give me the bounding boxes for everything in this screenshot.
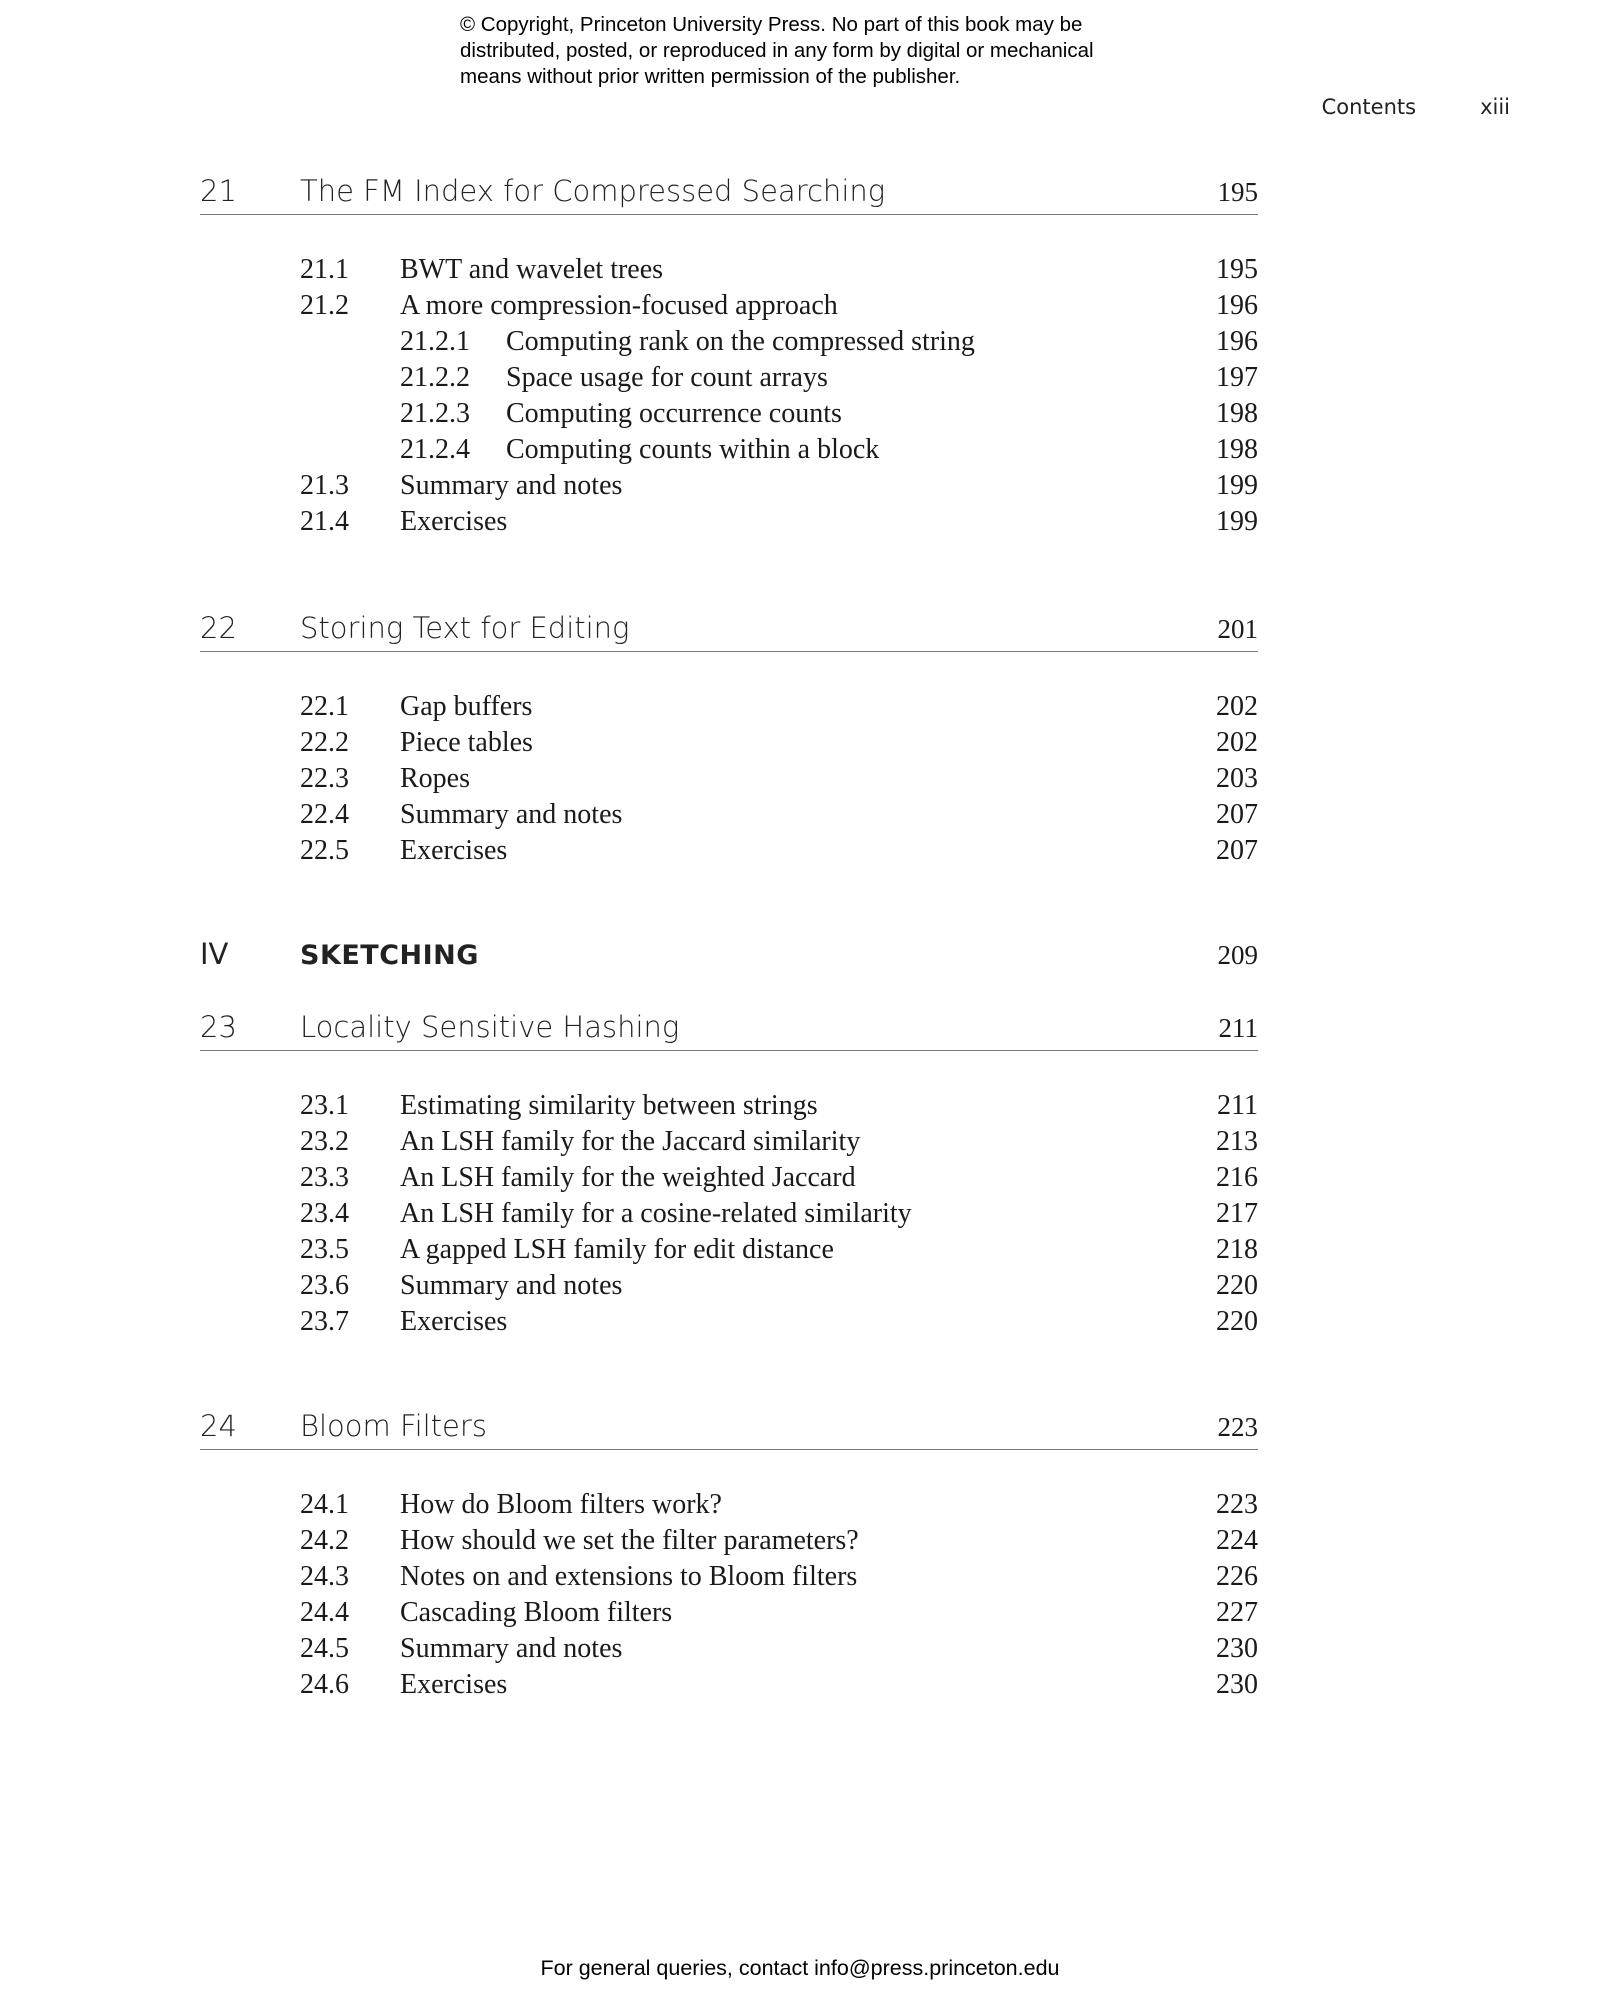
entry-page: 196 <box>1216 326 1258 357</box>
part-page: 209 <box>1217 940 1258 970</box>
chapter-page: 223 <box>1217 1412 1258 1442</box>
chapter-heading-22[interactable] <box>200 611 1258 652</box>
entry-number: 24.1 <box>300 1489 349 1520</box>
entry-number: 22.1 <box>300 691 349 722</box>
chapter-22-entries <box>200 689 1258 869</box>
entry-page: 199 <box>1216 470 1258 501</box>
entry-title: Exercises <box>400 1669 508 1700</box>
entry-page: 198 <box>1216 398 1258 429</box>
entry-number: 21.2.1 <box>400 326 470 357</box>
entry-page: 224 <box>1216 1525 1258 1556</box>
toc-entry[interactable] <box>200 1667 1258 1703</box>
entry-title: Ropes <box>400 763 470 794</box>
running-head-section: Contents <box>1321 95 1417 119</box>
chapter-heading-21[interactable] <box>200 174 1258 215</box>
entry-number: 22.5 <box>300 835 349 866</box>
entry-title: An LSH family for a cosine-related similarity <box>400 1198 912 1229</box>
entry-page: 227 <box>1216 1597 1258 1628</box>
toc-entry[interactable] <box>200 252 1258 288</box>
entry-title: A more compression-focused approach <box>400 290 838 321</box>
entry-number: 21.2.2 <box>400 362 470 393</box>
toc-entry[interactable] <box>200 725 1258 761</box>
entry-title: Summary and notes <box>400 470 623 501</box>
entry-title: Exercises <box>400 835 508 866</box>
toc-entry[interactable] <box>200 1559 1258 1595</box>
copyright-line: distributed, posted, or reproduced in any form by digital or mechanical <box>460 39 1094 62</box>
chapter-page: 195 <box>1217 177 1258 207</box>
entry-page: 202 <box>1216 691 1258 722</box>
entry-number: 21.2.4 <box>400 434 470 465</box>
entry-title: Exercises <box>400 1306 508 1337</box>
toc-entry[interactable] <box>200 1268 1258 1304</box>
entry-number: 23.5 <box>300 1234 349 1265</box>
entry-number: 21.4 <box>300 506 349 537</box>
entry-number: 23.2 <box>300 1126 349 1157</box>
chapter-number: 23 <box>200 1010 237 1044</box>
entry-title: Notes on and extensions to Bloom filters <box>400 1561 858 1592</box>
chapter-title: Bloom Filters <box>300 1409 487 1443</box>
entry-title: BWT and wavelet trees <box>400 254 664 285</box>
entry-title: Summary and notes <box>400 799 623 830</box>
entry-title: Space usage for count arrays <box>506 362 828 393</box>
entry-number: 24.2 <box>300 1525 349 1556</box>
chapter-title: Locality Sensitive Hashing <box>300 1010 680 1044</box>
toc-entry[interactable] <box>200 833 1258 869</box>
entry-title: Computing counts within a block <box>506 434 880 465</box>
entry-page: 218 <box>1216 1234 1258 1265</box>
part-number: IV <box>200 937 229 971</box>
entry-page: 223 <box>1216 1489 1258 1520</box>
entry-page: 226 <box>1216 1561 1258 1592</box>
chapter-heading-24[interactable] <box>200 1409 1258 1450</box>
copyright-notice <box>460 12 1220 90</box>
entry-page: 203 <box>1216 763 1258 794</box>
chapter-page: 211 <box>1218 1013 1258 1043</box>
chapter-number: 21 <box>200 174 237 208</box>
entry-number: 23.7 <box>300 1306 349 1337</box>
toc-subentry[interactable] <box>200 396 1258 432</box>
entry-page: 230 <box>1216 1669 1258 1700</box>
toc-entry[interactable] <box>200 1487 1258 1523</box>
entry-number: 24.5 <box>300 1633 349 1664</box>
entry-title: Piece tables <box>400 727 533 758</box>
entry-page: 211 <box>1217 1090 1258 1121</box>
chapter-heading-23[interactable] <box>200 1010 1258 1051</box>
toc-subentry[interactable] <box>200 324 1258 360</box>
toc-entry[interactable] <box>200 1160 1258 1196</box>
chapter-24-entries <box>200 1487 1258 1703</box>
chapter-page: 201 <box>1217 614 1258 644</box>
entry-page: 230 <box>1216 1633 1258 1664</box>
entry-number: 22.2 <box>300 727 349 758</box>
entry-number: 24.3 <box>300 1561 349 1592</box>
toc-entry[interactable] <box>200 689 1258 725</box>
entry-page: 213 <box>1216 1126 1258 1157</box>
toc-entry[interactable] <box>200 797 1258 833</box>
entry-page: 207 <box>1216 799 1258 830</box>
toc-entry[interactable] <box>200 1232 1258 1268</box>
entry-title: Summary and notes <box>400 1270 623 1301</box>
entry-title: Exercises <box>400 506 508 537</box>
toc-entry[interactable] <box>200 504 1258 540</box>
entry-number: 24.6 <box>300 1669 349 1700</box>
entry-title: A gapped LSH family for edit distance <box>400 1234 834 1265</box>
chapter-23-entries <box>200 1088 1258 1340</box>
part-title: SKETCHING <box>300 940 479 971</box>
entry-page: 220 <box>1216 1270 1258 1301</box>
entry-number: 23.4 <box>300 1198 349 1229</box>
entry-number: 21.2 <box>300 290 349 321</box>
entry-title: Cascading Bloom filters <box>400 1597 673 1628</box>
running-head <box>1322 95 1510 119</box>
toc-entry[interactable] <box>200 468 1258 504</box>
running-head-page-number: xiii <box>1480 95 1510 119</box>
toc-entry[interactable] <box>200 1124 1258 1160</box>
entry-number: 22.4 <box>300 799 349 830</box>
entry-page: 216 <box>1216 1162 1258 1193</box>
entry-number: 24.4 <box>300 1597 349 1628</box>
entry-title: Summary and notes <box>400 1633 623 1664</box>
entry-title: How should we set the filter parameters? <box>400 1525 859 1556</box>
chapter-title: Storing Text for Editing <box>300 611 630 645</box>
entry-title: Computing rank on the compressed string <box>506 326 975 357</box>
entry-page: 195 <box>1216 254 1258 285</box>
entry-page: 207 <box>1216 835 1258 866</box>
toc-entry[interactable] <box>200 761 1258 797</box>
entry-page: 197 <box>1216 362 1258 393</box>
entry-number: 21.3 <box>300 470 349 501</box>
part-heading[interactable] <box>200 937 1258 977</box>
entry-page: 217 <box>1216 1198 1258 1229</box>
toc-entry[interactable] <box>200 1631 1258 1667</box>
copyright-line: means without prior written permission of the publisher. <box>460 65 961 88</box>
entry-title: Gap buffers <box>400 691 533 722</box>
entry-page: 202 <box>1216 727 1258 758</box>
toc-entry[interactable] <box>200 1304 1258 1340</box>
toc-entry[interactable] <box>200 1595 1258 1631</box>
chapter-number: 22 <box>200 611 237 645</box>
chapter-number: 24 <box>200 1409 237 1443</box>
entry-page: 198 <box>1216 434 1258 465</box>
entry-title: Computing occurrence counts <box>506 398 842 429</box>
entry-page: 220 <box>1216 1306 1258 1337</box>
toc-entry[interactable] <box>200 1088 1258 1124</box>
entry-page: 196 <box>1216 290 1258 321</box>
toc-entry[interactable] <box>200 288 1258 324</box>
copyright-line: © Copyright, Princeton University Press. No part of this book may be <box>460 13 1083 36</box>
entry-title: How do Bloom filters work? <box>400 1489 722 1520</box>
entry-number: 23.6 <box>300 1270 349 1301</box>
entry-number: 22.3 <box>300 763 349 794</box>
footer-contact: For general queries, contact info@press.princeton.edu <box>540 1956 1060 1980</box>
entry-number: 21.1 <box>300 254 349 285</box>
entry-title: An LSH family for the weighted Jaccard <box>400 1162 856 1193</box>
entry-number: 23.1 <box>300 1090 349 1121</box>
toc-entry[interactable] <box>200 1523 1258 1559</box>
toc-subentry[interactable] <box>200 432 1258 468</box>
chapter-21-entries <box>200 252 1258 540</box>
entry-number: 21.2.3 <box>400 398 470 429</box>
chapter-title: The FM Index for Compressed Searching <box>300 174 886 208</box>
entry-title: An LSH family for the Jaccard similarity <box>400 1126 861 1157</box>
entry-number: 23.3 <box>300 1162 349 1193</box>
toc-entry[interactable] <box>200 1196 1258 1232</box>
entry-page: 199 <box>1216 506 1258 537</box>
entry-title: Estimating similarity between strings <box>400 1090 818 1121</box>
toc-subentry[interactable] <box>200 360 1258 396</box>
